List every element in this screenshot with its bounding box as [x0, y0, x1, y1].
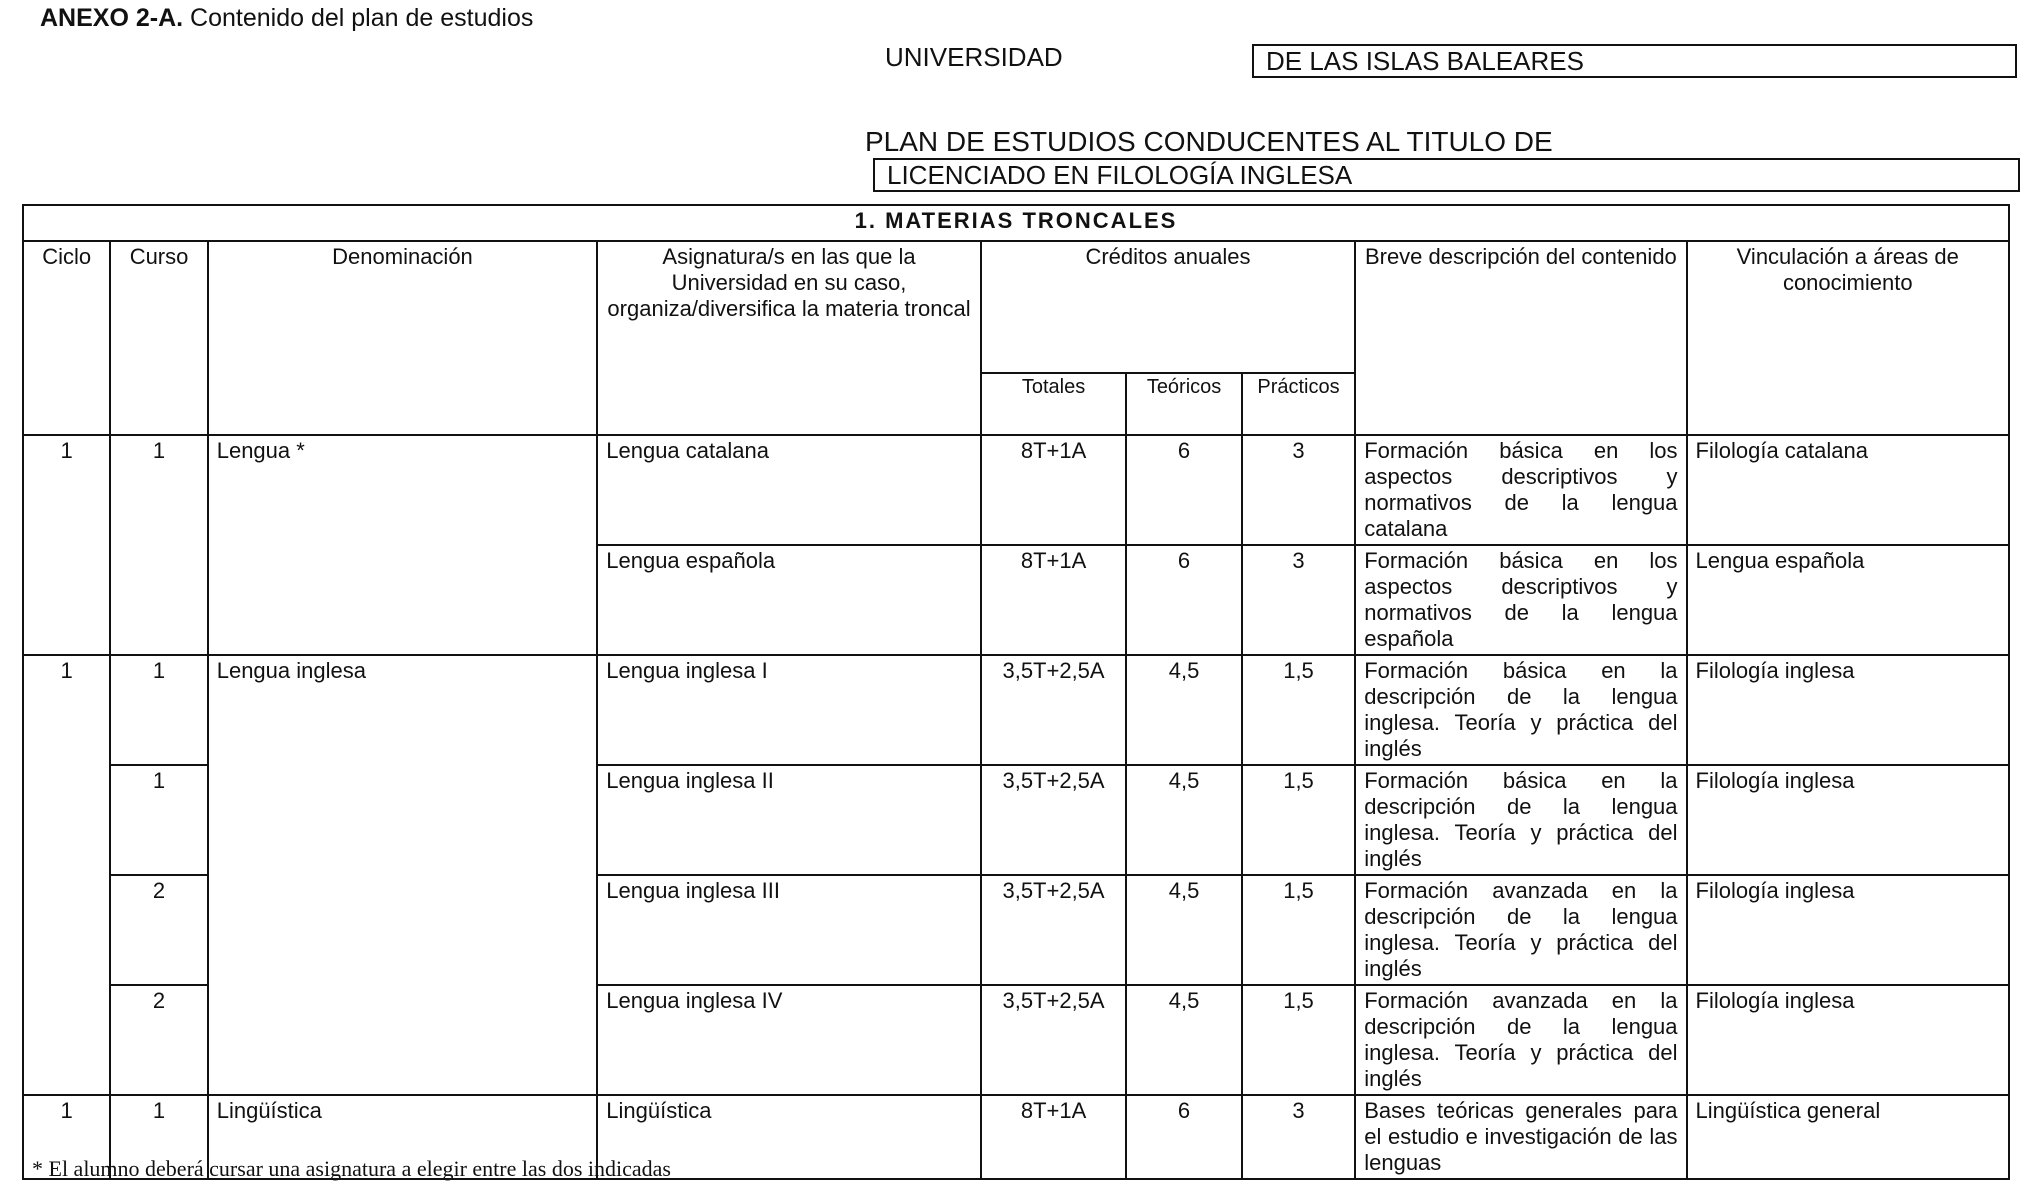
descripcion-cell: Formación básica en los aspectos descriptivos y normativos de la lengua catalana: [1355, 435, 1686, 545]
area-cell: Lengua española: [1687, 545, 2009, 655]
curso-cell: 2: [110, 875, 207, 985]
descripcion-cell: Formación avanzada en la descripción de la lengua inglesa. Teoría y práctica del inglés: [1355, 875, 1686, 985]
asignatura-cell: Lengua catalana: [597, 435, 981, 545]
header-curso: Curso: [110, 241, 207, 435]
creditos-practicos-cell: 1,5: [1242, 765, 1355, 875]
creditos-totales-cell: 3,5T+2,5A: [981, 985, 1127, 1095]
asignatura-cell: Lengua inglesa I: [597, 655, 981, 765]
annex-text: Contenido del plan de estudios: [190, 4, 534, 32]
table-row: [23, 435, 2009, 545]
header-vinculacion: Vinculación a áreas de conocimiento: [1687, 241, 2009, 435]
creditos-practicos-cell: 1,5: [1242, 655, 1355, 765]
header-totales: Totales: [981, 373, 1127, 435]
creditos-practicos-cell: 3: [1242, 1095, 1355, 1179]
degree-title: LICENCIADO EN FILOLOGÍA INGLESA: [873, 158, 2020, 192]
footnote: * El alumno deberá cursar una asignatura a elegir entre las dos indicadas: [32, 1156, 671, 1181]
creditos-totales-cell: 8T+1A: [981, 1095, 1127, 1179]
descripcion-cell: Formación básica en la descripción de la lengua inglesa. Teoría y práctica del inglés: [1355, 765, 1686, 875]
curso-cell: 1: [110, 435, 207, 655]
creditos-totales-cell: 3,5T+2,5A: [981, 875, 1127, 985]
denominacion-cell: Lengua *: [208, 435, 598, 655]
creditos-teoricos-cell: 4,5: [1126, 765, 1241, 875]
curso-cell: 1: [110, 655, 207, 765]
curso-cell: 1: [110, 765, 207, 875]
creditos-totales-cell: 8T+1A: [981, 435, 1127, 545]
asignatura-cell: Lengua inglesa IV: [597, 985, 981, 1095]
university-label: UNIVERSIDAD: [885, 42, 1063, 72]
creditos-teoricos-cell: 6: [1126, 1095, 1241, 1179]
area-cell: Filología catalana: [1687, 435, 2009, 545]
area-cell: Filología inglesa: [1687, 875, 2009, 985]
denominacion-cell: Lingüística: [208, 1095, 598, 1179]
descripcion-cell: Formación avanzada en la descripción de la lengua inglesa. Teoría y práctica del inglés: [1355, 985, 1686, 1095]
header-asignaturas: Asignatura/s en las que la Universidad en su caso, organiza/diversifica la materia troncal: [597, 241, 981, 435]
section-title: 1. MATERIAS TRONCALES: [23, 205, 2009, 241]
denominacion-cell: Lengua inglesa: [208, 655, 598, 1095]
ciclo-cell: 1: [23, 1095, 110, 1179]
creditos-teoricos-cell: 6: [1126, 545, 1241, 655]
descripcion-cell: Bases teóricas generales para el estudio e investigación de las lenguas: [1355, 1095, 1686, 1179]
university-value: DE LAS ISLAS BALEARES: [1252, 44, 2017, 78]
header-denominacion: Denominación: [208, 241, 598, 435]
descripcion-cell: Formación básica en los aspectos descriptivos y normativos de la lengua española: [1355, 545, 1686, 655]
area-cell: Filología inglesa: [1687, 655, 2009, 765]
ciclo-cell: 1: [23, 435, 110, 655]
asignatura-cell: Lengua inglesa III: [597, 875, 981, 985]
plan-table: [22, 204, 2010, 1180]
asignatura-cell: Lengua española: [597, 545, 981, 655]
annex-number: ANEXO 2-A.: [40, 4, 184, 32]
plan-label: PLAN DE ESTUDIOS CONDUCENTES AL TITULO DE: [865, 126, 1553, 157]
creditos-practicos-cell: 3: [1242, 435, 1355, 545]
creditos-practicos-cell: 1,5: [1242, 985, 1355, 1095]
header-creditos: Créditos anuales: [981, 241, 1355, 373]
annex-heading: [40, 4, 533, 33]
creditos-totales-cell: 8T+1A: [981, 545, 1127, 655]
curso-cell: 1: [110, 1095, 207, 1179]
asignatura-cell: Lengua inglesa II: [597, 765, 981, 875]
descripcion-cell: Formación básica en la descripción de la lengua inglesa. Teoría y práctica del inglés: [1355, 655, 1686, 765]
creditos-totales-cell: 3,5T+2,5A: [981, 765, 1127, 875]
asignatura-cell: Lingüística: [597, 1095, 981, 1179]
area-cell: Filología inglesa: [1687, 765, 2009, 875]
header-practicos: Prácticos: [1242, 373, 1355, 435]
header-teoricos: Teóricos: [1126, 373, 1241, 435]
area-cell: Filología inglesa: [1687, 985, 2009, 1095]
creditos-practicos-cell: 1,5: [1242, 875, 1355, 985]
curso-cell: 2: [110, 985, 207, 1095]
ciclo-cell: 1: [23, 655, 110, 1095]
creditos-totales-cell: 3,5T+2,5A: [981, 655, 1127, 765]
creditos-teoricos-cell: 4,5: [1126, 655, 1241, 765]
table-row: [23, 655, 2009, 765]
header-ciclo: Ciclo: [23, 241, 110, 435]
area-cell: Lingüística general: [1687, 1095, 2009, 1179]
creditos-teoricos-cell: 4,5: [1126, 875, 1241, 985]
creditos-teoricos-cell: 4,5: [1126, 985, 1241, 1095]
creditos-practicos-cell: 3: [1242, 545, 1355, 655]
creditos-teoricos-cell: 6: [1126, 435, 1241, 545]
header-descripcion: Breve descripción del contenido: [1355, 241, 1686, 435]
